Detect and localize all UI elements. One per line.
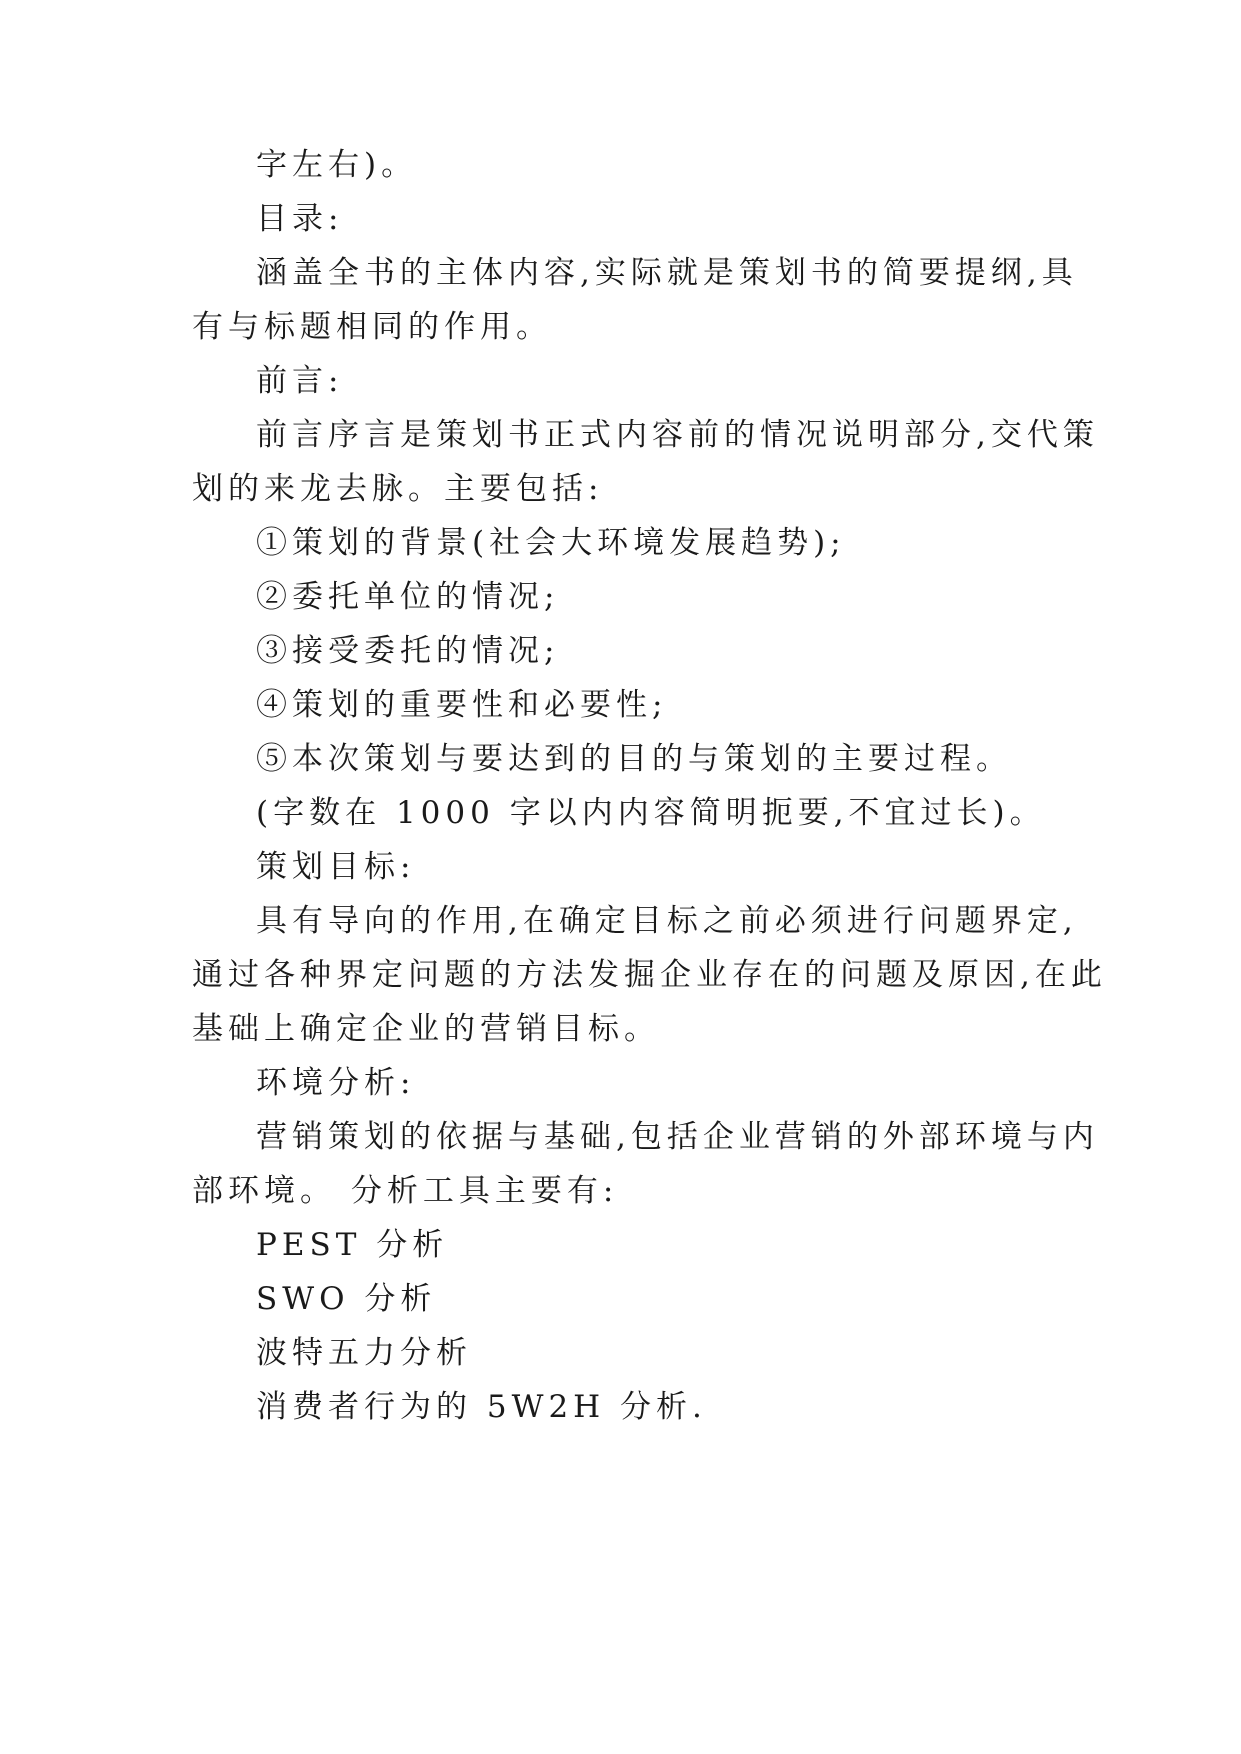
text-line: 具有导向的作用,在确定目标之前必须进行问题界定, [256,903,1078,939]
text-line: 基础上确定企业的营销目标。 [192,1011,660,1047]
list-item: 波特五力分析 [256,1335,472,1371]
section-heading-toc: 目录: [256,201,344,237]
text-line: (字数在 1000 字以内内容简明扼要,不宜过长)。 [256,795,1046,831]
list-item: PEST 分析 [256,1227,449,1263]
text-line: 营销策划的依据与基础,包括企业营销的外部环境与内 [256,1119,1099,1155]
text-line: 有与标题相同的作用。 [192,309,552,345]
list-item: ③接受委托的情况; [256,633,560,669]
list-item: ⑤本次策划与要达到的目的与策划的主要过程。 [256,741,1012,777]
section-heading-environment: 环境分析: [256,1065,416,1101]
text-line: 通过各种界定问题的方法发掘企业存在的问题及原因,在此 [192,957,1107,993]
text-line: 涵盖全书的主体内容,实际就是策划书的简要提纲,具 [256,255,1078,291]
section-heading-objective: 策划目标: [256,849,416,885]
text-line: 字左右)。 [256,147,418,183]
section-heading-preface: 前言: [256,363,344,399]
list-item: SWO 分析 [256,1281,437,1317]
text-line: 前言序言是策划书正式内容前的情况说明部分,交代策 [256,417,1099,453]
list-item: ④策划的重要性和必要性; [256,687,668,723]
list-item: ①策划的背景(社会大环境发展趋势); [256,525,846,561]
list-item: 消费者行为的 5W2H 分析. [256,1389,707,1425]
text-line: 划的来龙去脉。主要包括: [192,471,604,507]
list-item: ②委托单位的情况; [256,579,560,615]
text-line: 部环境。 分析工具主要有: [192,1173,619,1209]
